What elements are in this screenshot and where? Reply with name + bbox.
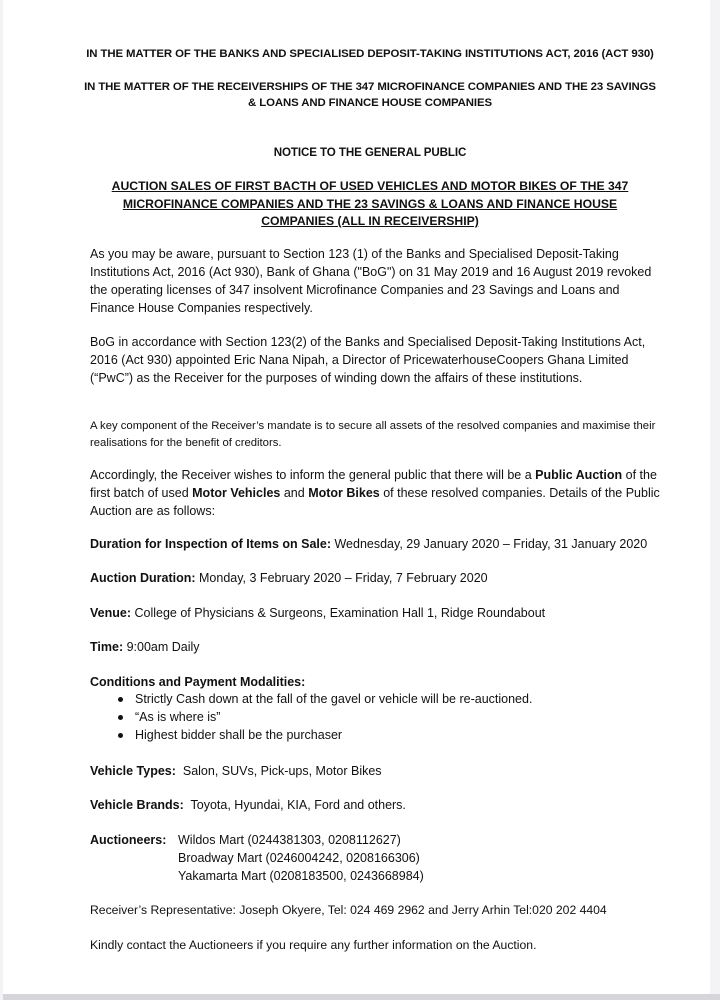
auctioneer-item: Broadway Mart (0246004242, 0208166306) xyxy=(178,851,420,865)
subject-line-2: MICROFINANCE COMPANIES AND THE 23 SAVINGS & LOANS AND FINANCE HOUSE xyxy=(122,197,618,211)
header-act: IN THE MATTER OF THE BANKS AND SPECIALISED DEPOSIT-TAKING INSTITUTIONS ACT, 2016 (ACT 930) xyxy=(86,48,654,60)
paragraph-revocation: As you may be aware, pursuant to Section 123 (1) of the Banks and Specialised Deposit-Taking Institutions Act, 2016 (Act 930), Bank of Ghana ("BoG") on 31 May 2019 and 16 August 2019 revoked the operating licenses of 347 insolvent Microfinance Companies and 23 Savings and Loans and Finance House Companies respectively. xyxy=(90,247,652,315)
announcement-bold-motor-bikes: Motor Bikes xyxy=(308,486,380,500)
auctioneer-item: Yakamarta Mart (0208183500, 0243668984) xyxy=(178,869,424,883)
time xyxy=(90,638,200,656)
paragraph-mandate: A key component of the Receiver’s mandate is to secure all assets of the resolved companies and maximise their realisations for the benefit of creditors. xyxy=(90,420,656,449)
vehicle-types-value: Salon, SUVs, Pick-ups, Motor Bikes xyxy=(175,764,382,778)
auction-duration-label: Auction Duration: xyxy=(90,571,196,585)
page-bottom-edge xyxy=(3,994,720,1000)
closing-note: Kindly contact the Auctioneers if you require any further information on the Auction. xyxy=(90,938,537,952)
announcement-text-1: Accordingly, the Receiver wishes to inform the general public that there will be a xyxy=(90,468,536,482)
announcement-bold-motor-vehicles: Motor Vehicles xyxy=(192,486,281,500)
vehicle-types xyxy=(90,762,382,780)
receiver-representative: Receiver’s Representative: Joseph Okyere, Tel: 024 469 2962 and Jerry Arhin Tel:020 202 4404 xyxy=(90,903,607,917)
time-value: 9:00am Daily xyxy=(123,640,200,654)
paragraph-auction-announcement xyxy=(90,466,665,520)
paragraph-receiver-appointment: BoG in accordance with Section 123(2) of the Banks and Specialised Deposit-Taking Institutions Act, 2016 (Act 930) appointed Eric Nana Nipah, a Director of PricewaterhouseCoopers Ghana Limited (“PwC”) as the Receiver for the purposes of winding down the affairs of these institutions. xyxy=(90,335,646,385)
condition-text: Strictly Cash down at the fall of the gavel or vehicle will be re-auctioned. xyxy=(135,692,533,706)
vehicle-brands-value: Toyota, Hyundai, KIA, Ford and others. xyxy=(183,798,406,812)
venue xyxy=(90,604,545,622)
auctioneers-label: Auctioneers: xyxy=(90,833,167,847)
venue-value: College of Physicians & Surgeons, Examination Hall 1, Ridge Roundabout xyxy=(131,606,546,620)
condition-text: Highest bidder shall be the purchaser xyxy=(135,728,343,742)
subject-line-1: AUCTION SALES OF FIRST BACTH OF USED VEHICLES AND MOTOR BIKES OF THE 347 xyxy=(111,179,629,193)
announcement-text-2: of the first batch of used xyxy=(90,468,657,500)
bullet-icon xyxy=(118,715,123,720)
announcement-text-3: and xyxy=(280,486,309,500)
venue-label: Venue: xyxy=(90,606,131,620)
vehicle-types-label: Vehicle Types: xyxy=(90,764,176,778)
auction-duration xyxy=(90,569,488,587)
vehicle-brands-label: Vehicle Brands: xyxy=(90,798,184,812)
inspection-duration-value: Wednesday, 29 January 2020 – Friday, 31 January 2020 xyxy=(331,537,648,551)
subject-line-3: COMPANIES (ALL IN RECEIVERSHIP) xyxy=(261,214,479,228)
header-receiverships-line1: IN THE MATTER OF THE RECEIVERSHIPS OF THE 347 MICROFINANCE COMPANIES AND THE 23 SAVINGS xyxy=(84,81,656,93)
bullet-icon xyxy=(118,733,123,738)
auctioneer-item: Wildos Mart (0244381303, 0208112627) xyxy=(178,833,401,847)
document-page xyxy=(3,0,710,994)
time-label: Time: xyxy=(90,640,124,654)
bullet-icon xyxy=(118,697,123,702)
inspection-duration xyxy=(90,535,647,553)
header-receiverships-line2: & LOANS AND FINANCE HOUSE COMPANIES xyxy=(248,97,492,109)
conditions-label: Conditions and Payment Modalities: xyxy=(90,675,306,689)
announcement-text-4: of these resolved companies. Details of the Public Auction are as follows: xyxy=(90,486,660,518)
vehicle-brands xyxy=(90,796,406,814)
inspection-duration-label: Duration for Inspection of Items on Sale: xyxy=(90,537,331,551)
announcement-bold-public-auction: Public Auction xyxy=(535,468,623,482)
auction-duration-value: Monday, 3 February 2020 – Friday, 7 February 2020 xyxy=(195,571,488,585)
condition-text: “As is where is” xyxy=(135,710,221,724)
notice-title: NOTICE TO THE GENERAL PUBLIC xyxy=(273,146,467,159)
